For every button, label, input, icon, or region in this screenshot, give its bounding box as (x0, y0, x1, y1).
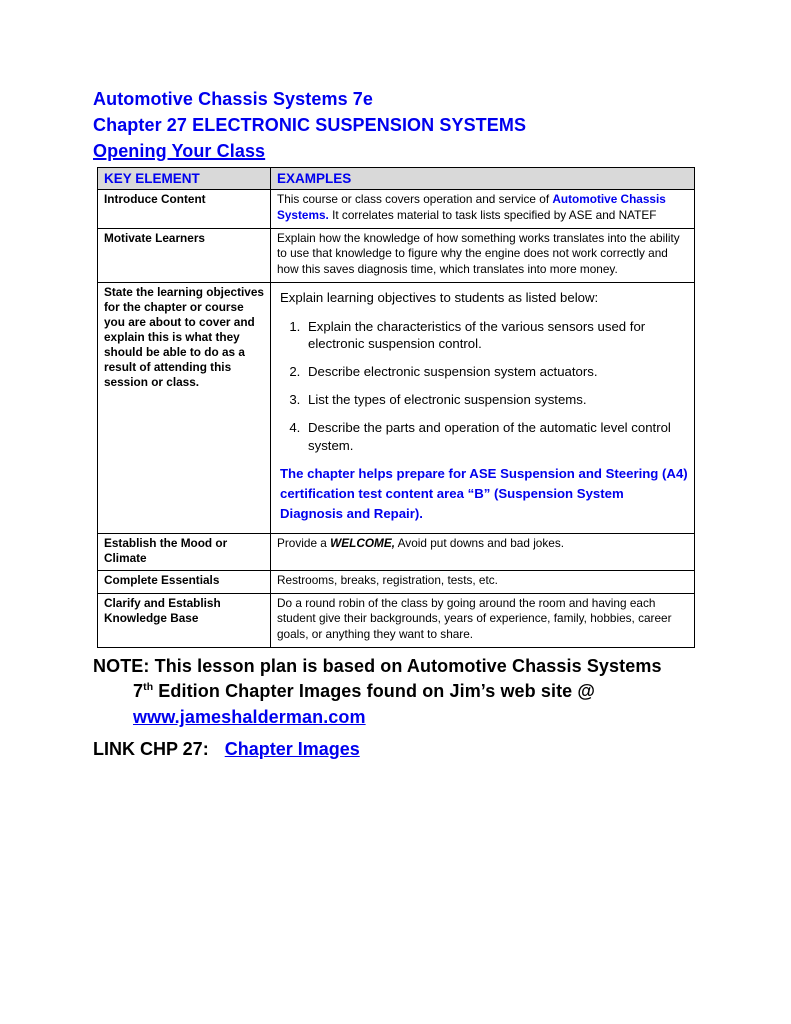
text-segment: NOTE: This lesson plan is based on Automotive Chassis Systems 7 (93, 655, 662, 702)
text-segment: It correlates material to task lists specified by ASE and NATEF (328, 207, 657, 222)
table-row (98, 570, 695, 593)
document-heading (93, 86, 731, 164)
text-segment: Restrooms, breaks, registration, tests, etc. (277, 572, 498, 587)
example-paragraph (277, 596, 688, 643)
objective-item: 3. List the types of electronic suspension systems. (304, 391, 688, 409)
note-paragraph (93, 654, 681, 731)
key-element-cell: Motivate Learners (98, 228, 271, 282)
text-segment: Provide a (277, 535, 331, 550)
table-row (98, 593, 695, 647)
example-cell (271, 570, 695, 593)
table-row (98, 533, 695, 570)
text-segment: Explain how the knowledge of how something works translates into the ability to use that knowledge to figure why the engine does not work correctly and how this saves diagnosis time, which translates into more money. (277, 230, 680, 277)
key-element-cell: Clarify and Establish Knowledge Base (98, 593, 271, 647)
text-segment: Do a round robin of the class by going around the room and having each student give their backgrounds, years of experience, family, hobbies, career goals, or anything they want to share. (277, 595, 672, 642)
key-element-cell: Establish the Mood or Climate (98, 533, 271, 570)
text-segment: WELCOME, (330, 535, 396, 550)
example-paragraph (277, 536, 688, 552)
link-label: LINK CHP 27: (93, 739, 209, 760)
hyperlink[interactable]: www.jameshalderman.com (133, 706, 366, 727)
text-segment: The chapter helps prepare for ASE Suspension and Steering (A4) certification test content area “B” (Suspension System Diagnosis and Repair). (280, 466, 688, 521)
key-element-cell: Introduce Content (98, 190, 271, 228)
example-cell (271, 190, 695, 228)
key-element-cell: Complete Essentials (98, 570, 271, 593)
table-row (98, 190, 695, 228)
table-head (98, 168, 695, 190)
section-title: Opening Your Class (93, 141, 266, 162)
example-paragraph (277, 231, 688, 278)
example-cell (271, 593, 695, 647)
key-element-cell: State the learning objectives for the chapter or course you are about to cover and explain this is what they should be able to do as a result of attending this session or class. (98, 282, 271, 533)
table-row (98, 228, 695, 282)
example-paragraph (277, 573, 688, 589)
example-cell (271, 533, 695, 570)
chapter-title: Chapter 27 ELECTRONIC SUSPENSION SYSTEMS (93, 115, 527, 136)
example-cell (271, 228, 695, 282)
objectives-list (280, 318, 688, 455)
chapter-images-link[interactable]: Chapter Images (224, 739, 360, 760)
text-segment: Explain learning objectives to students as listed below: (280, 289, 599, 305)
col-header-key-element: KEY ELEMENT (98, 168, 271, 190)
objective-item: 4. Describe the parts and operation of the automatic level control system. (304, 419, 688, 455)
text-segment: th (143, 682, 154, 694)
table-row (98, 282, 695, 533)
text-segment: This course or class covers operation and service of (277, 192, 553, 207)
table-body (98, 190, 695, 647)
lesson-plan-table (97, 167, 695, 647)
example-paragraph (280, 464, 688, 523)
example-paragraph (277, 192, 688, 223)
example-cell (271, 282, 695, 533)
table-header-row (98, 168, 695, 190)
example-paragraph (280, 289, 688, 307)
doc-title: Automotive Chassis Systems 7e (93, 89, 374, 109)
objective-item: 2. Describe electronic suspension system actuators. (304, 363, 688, 381)
objective-item: 1. Explain the characteristics of the various sensors used for electronic suspension control. (304, 318, 688, 354)
text-segment: Avoid put downs and bad jokes. (395, 535, 565, 550)
col-header-examples: EXAMPLES (271, 168, 695, 190)
text-segment: Automotive Chassis Systems. (277, 192, 666, 222)
link-line (93, 739, 731, 760)
text-segment: Edition Chapter Images found on Jim’s web site @ (153, 681, 596, 702)
